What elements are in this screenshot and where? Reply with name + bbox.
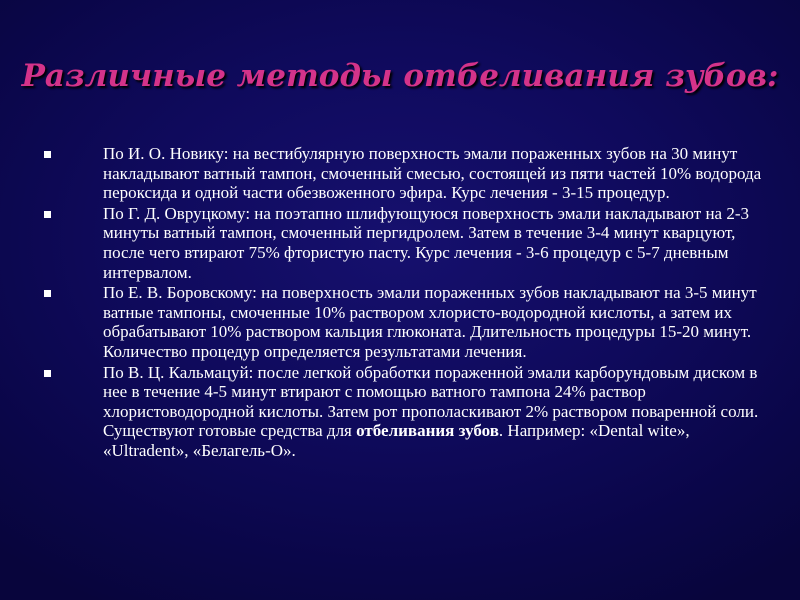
square-bullet-icon <box>44 290 51 297</box>
list-item-text: По Г. Д. Овруцкому: на поэтапно шлифующуюся поверхность эмали накладывают на 2-3 минуты ватный тампон, смоченный пергидролем. Затем в течение 3-4 минут кварцуют, после чего втирают 75% фтористую пасту. Курс лечения - 3-6 процедур с 5-7 дневным интервалом. <box>103 203 749 282</box>
list-item <box>44 144 764 203</box>
bold-phrase: отбеливания зубов <box>356 421 499 441</box>
slide-title: Различные методы отбеливания зубов: <box>21 58 779 94</box>
list-item-text: По И. О. Новику: на вестибулярную поверхность эмали пораженных зубов на 30 минут накладывают ватный тампон, смоченный смесью, состоящей из пяти частей 10% водорода пероксида и одной части обезвоженного эфира. Курс лечения - 3-15 процедур. <box>103 144 762 203</box>
list-item <box>44 204 764 282</box>
square-bullet-icon <box>44 211 51 218</box>
bullet-list <box>44 144 764 462</box>
list-item <box>44 363 764 461</box>
square-bullet-icon <box>44 370 51 377</box>
list-item-text-part: По В. Ц. Кальмацуй: после легкой обработки пораженной эмали карборундовым диском в нее в течение 4-5 минут втирают с помощью ватного тампона 24% раствор хлористоводородной кислоты. Затем рот прополаскивают 2% раствором поваренной соли. Существуют готовые средства для <box>103 362 759 441</box>
list-item <box>44 283 764 361</box>
list-item-text-part: . Например: «Dental wite», «Ultradent», «Белагель-О». <box>103 421 690 460</box>
square-bullet-icon <box>44 151 51 158</box>
list-item-text: По Е. В. Боровскому: на поверхность эмали пораженных зубов накладывают на 3-5 минут ватные тампоны, смоченные 10% раствором хлористо-водородной кислоты, а затем их обрабатывают 10% раствором кальция глюконата. Длительность процедуры 15-20 минут. Количество процедур определяется результатами лечения. <box>103 283 757 361</box>
list-item-text <box>103 363 763 461</box>
